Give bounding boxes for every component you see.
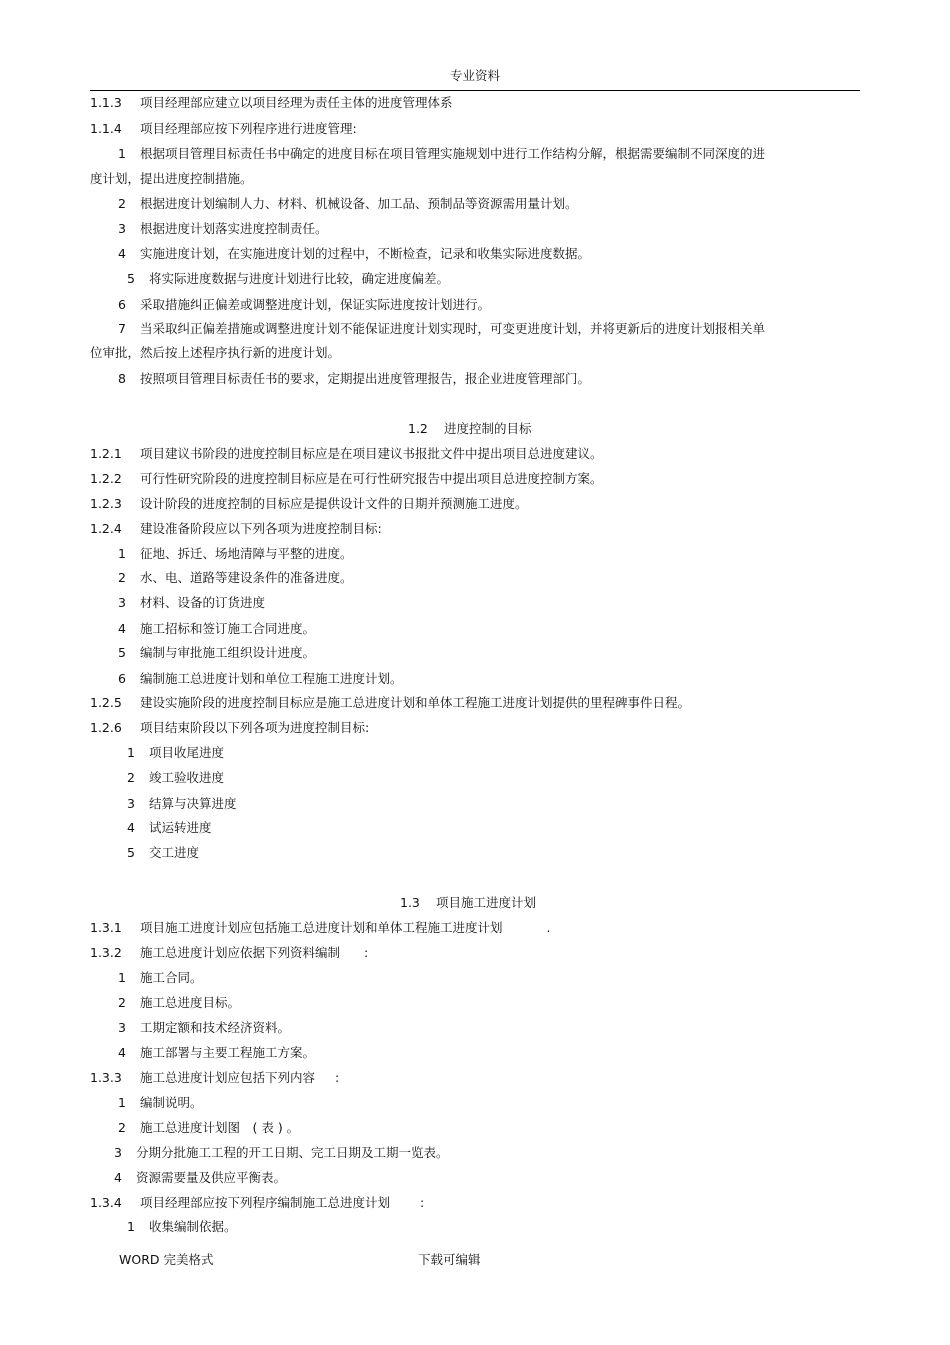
item-number: 6 — [118, 671, 126, 686]
list-item-1-1-4-7 — [118, 321, 765, 337]
list-item-1-1-4-5 — [127, 271, 449, 287]
item-text: 项目收尾进度 — [149, 745, 225, 760]
item-number: 4 — [118, 1045, 126, 1060]
item-text: 编制说明。 — [140, 1095, 203, 1110]
item-number: 4 — [118, 621, 126, 636]
item-number: 2 — [127, 770, 135, 785]
clause-text: 项目经理部应按下列程序进行进度管理: — [140, 121, 357, 136]
section-heading-1-2 — [408, 421, 532, 437]
item-text: 分期分批施工工程的开工日期、完工日期及工期一览表。 — [136, 1145, 449, 1160]
item-number: 3 — [114, 1145, 122, 1160]
item-text: 实施进度计划，在实施进度计划的过程中，不断检查，记录和收集实际进度数据。 — [140, 246, 591, 261]
clause-number: 1.2.1 — [90, 446, 122, 461]
item-number: 2 — [118, 995, 126, 1010]
list-item-1-2-6-2 — [127, 770, 224, 786]
list-item-1-2-4-6 — [118, 671, 403, 687]
clause-number: 1.3.1 — [90, 920, 122, 935]
list-item-1-2-6-4 — [127, 820, 212, 836]
list-item-continuation: 位审批，然后按上述程序执行新的进度计划。 — [90, 345, 341, 360]
item-number: 1 — [118, 1095, 126, 1110]
item-text: 水、电、道路等建设条件的准备进度。 — [140, 570, 353, 585]
list-item-1-1-4-6 — [118, 297, 490, 313]
item-number: 4 — [118, 246, 126, 261]
item-number: 8 — [118, 371, 126, 386]
item-text: 征地、拆迁、场地清障与平整的进度。 — [140, 546, 353, 561]
clause-1-1-4 — [90, 121, 357, 137]
list-item-1-3-2-1 — [118, 970, 203, 986]
page-header-title: 专业资料 — [449, 68, 500, 83]
clause-tail: : — [364, 945, 369, 960]
item-text: 试运转进度 — [149, 820, 212, 835]
section-number: 1.2 — [408, 421, 428, 436]
clause-tail: : — [420, 1195, 425, 1210]
clause-number: 1.2.4 — [90, 521, 122, 536]
clause-text: 项目施工进度计划应包括施工总进度计划和单体工程施工进度计划 — [140, 920, 503, 935]
clause-number: 1.2.6 — [90, 720, 122, 735]
item-number: 1 — [127, 745, 135, 760]
item-number: 4 — [114, 1170, 122, 1185]
clause-1-2-2 — [90, 471, 603, 487]
item-number: 2 — [118, 196, 126, 211]
item-number: 6 — [118, 297, 126, 312]
clause-1-3-3 — [90, 1070, 339, 1086]
clause-tail: . — [546, 920, 551, 935]
clause-text: 项目经理部应按下列程序编制施工总进度计划 — [140, 1195, 391, 1210]
list-item-1-3-2-3 — [118, 1020, 290, 1036]
item-text: 根据项目管理目标责任书中确定的进度目标在项目管理实施规划中进行工作结构分解，根据需要编制不同深度的进 — [140, 146, 766, 161]
item-text: 材料、设备的订货进度 — [140, 595, 266, 610]
item-text: 施工部署与主要工程施工方案。 — [140, 1045, 316, 1060]
item-text: 资源需要量及供应平衡表。 — [136, 1170, 287, 1185]
list-item-1-2-6-3 — [127, 796, 237, 812]
section-title: 进度控制的目标 — [444, 421, 532, 436]
item-text: 施工合同。 — [140, 970, 203, 985]
list-item-1-1-4-2 — [118, 196, 578, 212]
list-item-continuation: 度计划，提出进度控制措施。 — [90, 171, 253, 186]
item-number: 3 — [118, 221, 126, 236]
item-number: 7 — [118, 321, 126, 336]
clause-number: 1.3.2 — [90, 945, 122, 960]
clause-number: 1.2.2 — [90, 471, 122, 486]
item-text: 施工总进度目标。 — [140, 995, 241, 1010]
list-item-1-1-4-8 — [118, 371, 590, 387]
item-text: 根据进度计划落实进度控制责任。 — [140, 221, 328, 236]
list-item-1-3-3-2 — [118, 1120, 299, 1136]
item-text: 收集编制依据。 — [149, 1219, 237, 1234]
clause-1-2-6 — [90, 720, 369, 736]
clause-text: 建设准备阶段应以下列各项为进度控制目标: — [140, 521, 382, 536]
clause-number: 1.3.4 — [90, 1195, 122, 1210]
footer-right: 下载可编辑 — [418, 1252, 481, 1267]
item-text: 当采取纠正偏差措施或调整进度计划不能保证进度计划实现时，可变更进度计划，并将更新后的进度计划报相关单 — [140, 321, 766, 336]
list-item-1-1-4-1 — [118, 146, 765, 162]
item-number: 5 — [127, 845, 135, 860]
clause-1-1-3 — [90, 95, 453, 111]
item-number: 2 — [118, 1120, 126, 1135]
list-item-1-2-4-2 — [118, 570, 353, 586]
item-number: 1 — [118, 546, 126, 561]
clause-1-2-5 — [90, 695, 690, 711]
section-title: 项目施工进度计划 — [436, 895, 537, 910]
item-text: 采取措施纠正偏差或调整进度计划，保证实际进度按计划进行。 — [140, 297, 491, 312]
list-item-1-3-3-1 — [118, 1095, 203, 1111]
item-number: 4 — [127, 820, 135, 835]
clause-number: 1.2.3 — [90, 496, 122, 511]
list-item-1-1-4-3 — [118, 221, 328, 237]
list-item-1-3-2-2 — [118, 995, 240, 1011]
list-item-1-2-4-3 — [118, 595, 265, 611]
clause-number: 1.1.4 — [90, 121, 122, 136]
clause-text: 项目经理部应建立以项目经理为责任主体的进度管理体系 — [140, 95, 453, 110]
item-text: 编制施工总进度计划和单位工程施工进度计划。 — [140, 671, 403, 686]
list-item-1-2-4-5 — [118, 645, 315, 661]
item-number: 5 — [127, 271, 135, 286]
item-text: 施工总进度计划图 ( 表 ) 。 — [140, 1120, 300, 1135]
item-text: 施工招标和签订施工合同进度。 — [140, 621, 316, 636]
clause-1-2-4 — [90, 521, 382, 537]
clause-1-3-1 — [90, 920, 551, 936]
clause-text: 设计阶段的进度控制的目标应是提供设计文件的日期并预测施工进度。 — [140, 496, 528, 511]
item-number: 1 — [118, 970, 126, 985]
clause-number: 1.3.3 — [90, 1070, 122, 1085]
item-text: 按照项目管理目标责任书的要求，定期提出进度管理报告，报企业进度管理部门。 — [140, 371, 591, 386]
footer-left: WORD 完美格式 — [119, 1252, 214, 1267]
clause-text: 建设实施阶段的进度控制目标应是施工总进度计划和单体工程施工进度计划提供的里程碑事件日程。 — [140, 695, 691, 710]
clause-number: 1.2.5 — [90, 695, 122, 710]
section-heading-1-3 — [400, 895, 536, 911]
clause-number: 1.1.3 — [90, 95, 122, 110]
item-number: 3 — [118, 595, 126, 610]
item-text: 编制与审批施工组织设计进度。 — [140, 645, 316, 660]
list-item-1-2-4-4 — [118, 621, 315, 637]
clause-1-3-4 — [90, 1195, 424, 1211]
item-text: 交工进度 — [149, 845, 200, 860]
list-item-1-2-4-1 — [118, 546, 353, 562]
clause-text: 可行性研究阶段的进度控制目标应是在可行性研究报告中提出项目总进度控制方案。 — [140, 471, 603, 486]
section-number: 1.3 — [400, 895, 420, 910]
list-item-1-2-6-5 — [127, 845, 199, 861]
list-item-1-3-4-1 — [127, 1219, 237, 1235]
list-item-1-1-4-4 — [118, 246, 590, 262]
item-text: 根据进度计划编制人力、材料、机械设备、加工品、预制品等资源需用量计划。 — [140, 196, 578, 211]
item-text: 结算与决算进度 — [149, 796, 237, 811]
item-number: 3 — [127, 796, 135, 811]
list-item-1-3-3-3 — [114, 1145, 449, 1161]
clause-text: 项目建议书阶段的进度控制目标应是在项目建议书报批文件中提出项目总进度建议。 — [140, 446, 603, 461]
item-number: 5 — [118, 645, 126, 660]
item-text: 工期定额和技术经济资料。 — [140, 1020, 291, 1035]
clause-text: 施工总进度计划应依据下列资料编制 — [140, 945, 341, 960]
clause-text: 施工总进度计划应包括下列内容 — [140, 1070, 316, 1085]
item-number: 1 — [127, 1219, 135, 1234]
clause-1-3-2 — [90, 945, 368, 961]
item-number: 2 — [118, 570, 126, 585]
item-number: 1 — [118, 146, 126, 161]
clause-1-2-1 — [90, 446, 603, 462]
list-item-1-3-2-4 — [118, 1045, 315, 1061]
clause-text: 项目结束阶段以下列各项为进度控制目标: — [140, 720, 370, 735]
header-divider — [90, 90, 860, 91]
item-text: 将实际进度数据与进度计划进行比较，确定进度偏差。 — [149, 271, 450, 286]
list-item-1-3-3-4 — [114, 1170, 286, 1186]
clause-1-2-3 — [90, 496, 528, 512]
item-number: 3 — [118, 1020, 126, 1035]
clause-tail: : — [335, 1070, 340, 1085]
list-item-1-2-6-1 — [127, 745, 224, 761]
item-text: 竣工验收进度 — [149, 770, 225, 785]
